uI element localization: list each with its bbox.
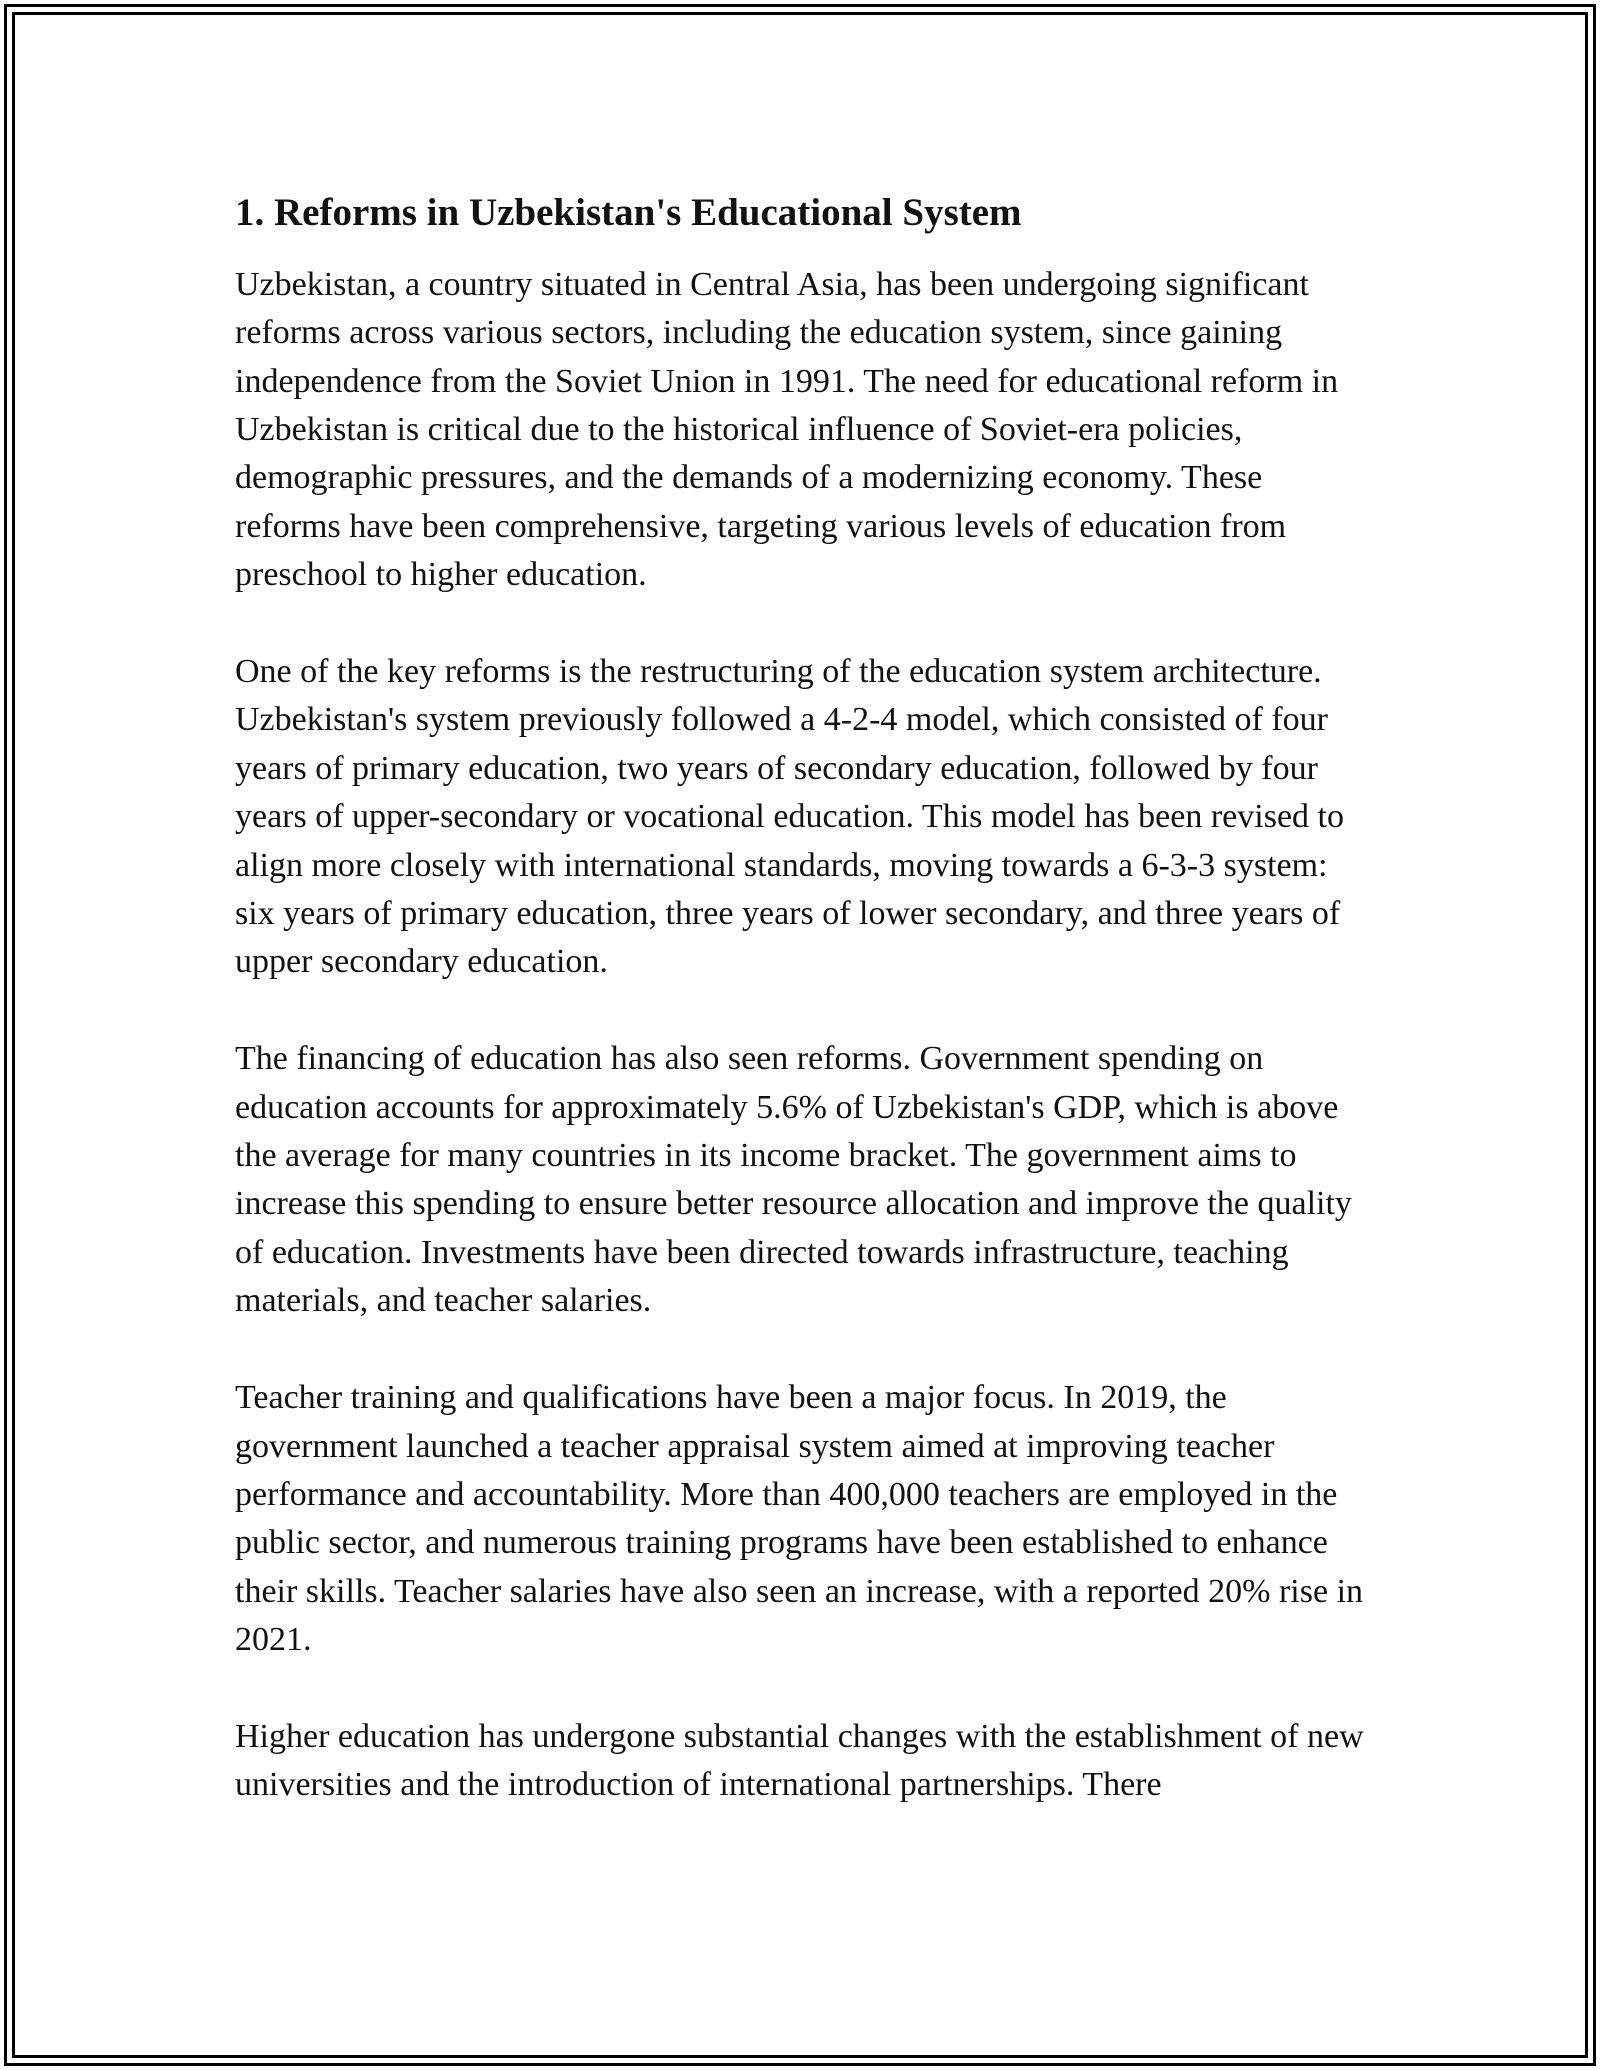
paragraph-intro: Uzbekistan, a country situated in Central Asia, has been undergoing significant reforms across various sectors, including the education system, since gaining independence from the Soviet Union in 1991. The need for educational reform in Uzbekistan is critical due to the historical influence of Soviet-era policies, demographic pressures, and the demands of a modernizing economy. These reforms have been comprehensive, targeting various levels of education from preschool to higher education.: [235, 265, 1339, 594]
document-body: [235, 180, 1375, 1858]
paragraph-teacher-training: Teacher training and qualifications have been a major focus. In 2019, the government launched a teacher appraisal system aimed at improving teacher performance and accountability. More than 400,000 teachers are employed in the public sector, and numerous training programs have been established to enhance their skills. Teacher salaries have also seen an increase, with a reported 20% rise in 2021.: [235, 1379, 1364, 1659]
paragraph-system-architecture: One of the key reforms is the restructuring of the education system architecture. Uzbekistan's system previously followed a 4-2-4 model, which consisted of four years of primary education, two years of secondary education, followed by four years of upper-secondary or vocational education. This model has been revised to align more closely with international standards, moving towards a 6-3-3 system: six years of primary education, three years of lower secondary, and three years of upper secondary education.: [235, 653, 1344, 981]
paragraph-financing: The financing of education has also seen reforms. Government spending on education accounts for approximately 5.6% of Uzbekistan's GDP, which is above the average for many countries in its income bracket. The government aims to increase this spending to ensure better resource allocation and improve the quality of education. Investments have been directed towards infrastructure, teaching materials, and teacher salaries.: [235, 1040, 1352, 1320]
section-heading: 1. Reforms in Uzbekistan's Educational System: [235, 191, 1022, 234]
paragraph-higher-education: Higher education has undergone substantial changes with the establishment of new universities and the introduction of international partnerships. There: [235, 1717, 1364, 1804]
